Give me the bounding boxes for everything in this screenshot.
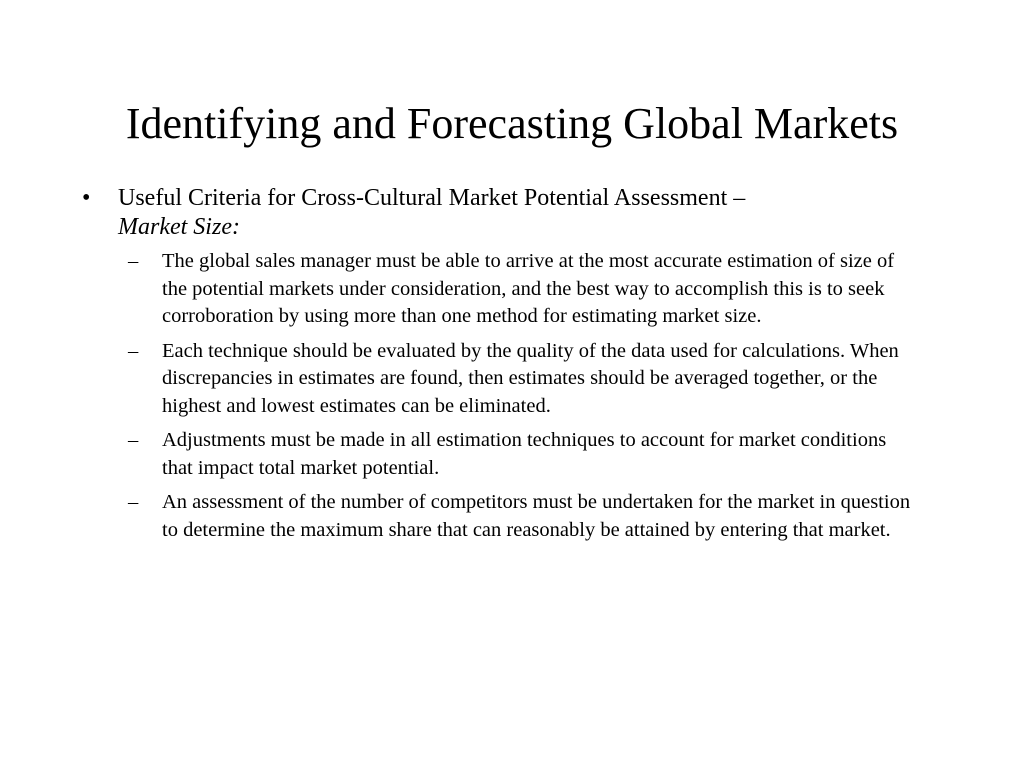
- slide-title: Identifying and Forecasting Global Markets: [125, 99, 899, 148]
- sub-bullet: [80, 427, 920, 482]
- dash-marker: –: [128, 250, 139, 272]
- sub-bullet-text: Adjustments must be made in all estimation techniques to account for market conditions that impact total market potential.: [162, 429, 887, 479]
- sub-bullet: [80, 338, 920, 421]
- main-bullet: [80, 184, 920, 242]
- sub-bullet: [80, 489, 920, 544]
- dash-marker: –: [128, 429, 139, 451]
- sub-bullet-text: An assessment of the number of competitors must be undertaken for the market in question to determine the maximum share that can reasonably be attained by entering that market.: [162, 491, 911, 541]
- main-bullet-text: Useful Criteria for Cross-Cultural Market Potential Assessment –: [118, 185, 746, 211]
- main-bullet-emphasis: Market Size:: [118, 214, 240, 240]
- dash-marker: –: [128, 339, 139, 362]
- sub-bullet-list: [80, 248, 920, 544]
- bullet-marker: •: [82, 185, 91, 211]
- sub-bullet-text: Each technique should be evaluated by the quality of the data used for calculations. When discrepancies in estimates are found, then estimates should be averaged together, or the highest and lowest estimates can be eliminated.: [162, 339, 899, 417]
- dash-marker: –: [128, 491, 139, 513]
- slide-content: [80, 184, 920, 551]
- sub-bullet: [80, 248, 920, 331]
- sub-bullet-text: The global sales manager must be able to arrive at the most accurate estimation of size of the potential markets under consideration, and the best way to accomplish this is to seek corroboration by using more than one method for estimating market size.: [162, 250, 895, 327]
